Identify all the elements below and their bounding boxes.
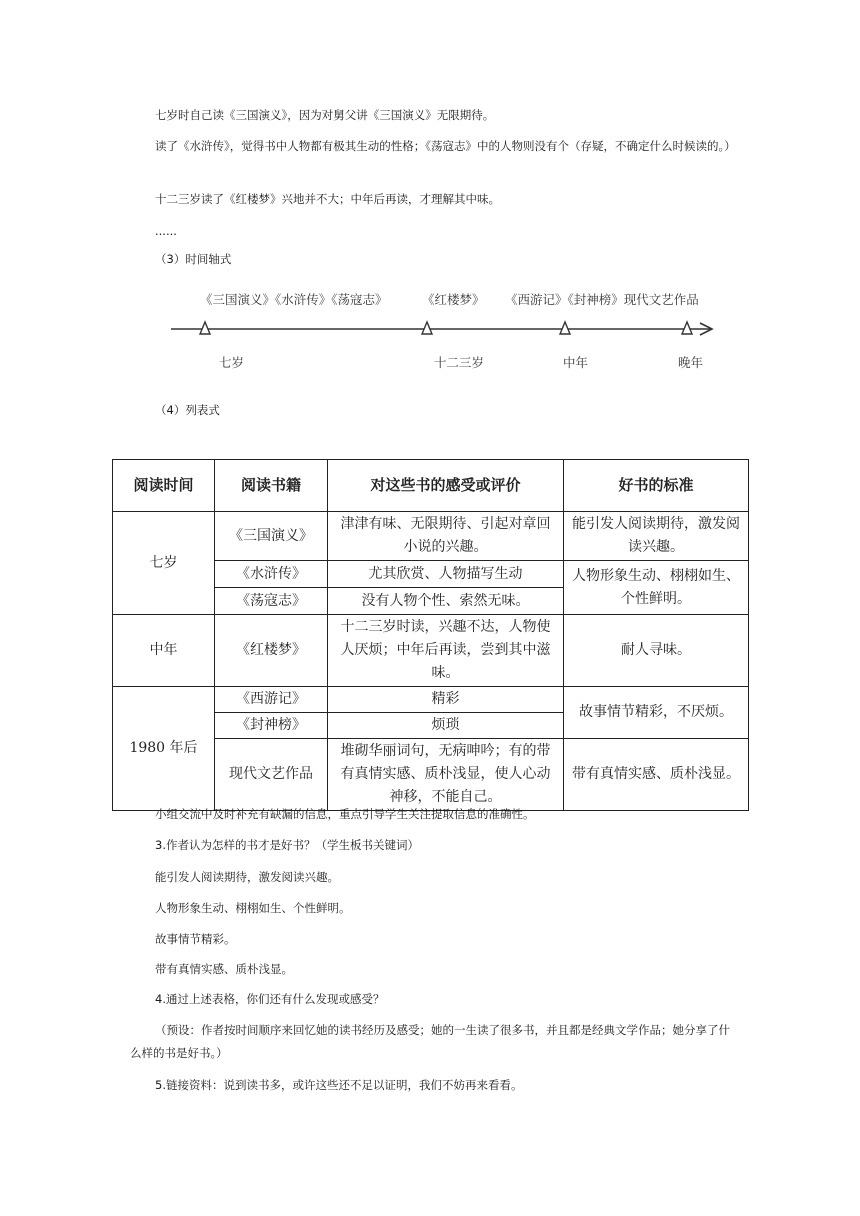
book-cell: 《西游记》 [215,687,328,713]
paragraph-shuihu: 读了《水浒传》，觉得书中人物都有极其生动的性格；《荡寇志》中的人物则没有个（存疑，不确定什么时候读的。） [155,139,736,153]
book-cell: 《三国演义》 [215,512,328,561]
feeling-cell: 堆砌华丽词句，无病呻吟；有的带有真情实感、质朴浅显，使人心动神移，不能自己。 [328,739,564,811]
table-row [113,512,749,561]
answer-keyword: 故事情节精彩。 [155,932,236,946]
standard-cell: 故事情节精彩，不厌烦。 [564,687,749,739]
answer-keyword: 人物形象生动、栩栩如生、个性鲜明。 [155,901,351,915]
standard-cell: 带有真情实感、质朴浅显。 [564,739,749,811]
paragraph-preset-answer: （预设：作者按时间顺序来回忆她的读书经历及感受；她的一生读了很多书，并且都是经典文学作品；她分享了什么样的书是好书。） [130,1023,730,1060]
feeling-cell: 津津有味、无限期待、引起对章回小说的兴趣。 [328,512,564,561]
paragraph-reading-at-seven: 七岁时自己读《三国演义》，因为对舅父讲《三国演义》无限期待。 [155,108,495,122]
timeline-bottom-label: 七岁 [219,355,245,370]
header-reading-time: 阅读时间 [113,460,215,512]
section-3-title: （3）时间轴式 [155,252,232,266]
time-cell: 七岁 [113,512,215,615]
timeline-top-label: 《红楼梦》 [422,292,485,307]
table-row [113,687,749,713]
feeling-cell: 没有人物个性、索然无味。 [328,588,564,615]
table-row [113,615,749,687]
standard-cell: 人物形象生动、栩栩如生、个性鲜明。 [564,561,749,615]
timeline-bottom-label: 十二三岁 [434,355,485,370]
timeline-marker [422,322,432,334]
timeline-top-label: 《三国演义》《水浒传》《荡寇志》 [200,292,388,307]
feeling-cell: 精彩 [328,687,564,713]
header-good-book-standard: 好书的标准 [564,460,749,512]
answer-keyword: 带有真情实感、质朴浅显。 [155,962,293,976]
reading-table [112,459,749,811]
answer-keyword: 能引发人阅读期待，激发阅读兴趣。 [155,870,339,884]
timeline-bottom-label: 晚年 [678,355,704,370]
timeline-marker [200,322,210,334]
feeling-cell: 烦琐 [328,713,564,739]
question-4: 4.通过上述表格，你们还有什么发现或感受？ [155,992,385,1006]
time-cell: 中年 [113,615,215,687]
question-3: 3.作者认为怎样的书才是好书？（学生板书关键词） [155,838,419,852]
timeline-marker [560,322,570,334]
timeline-bottom-label: 中年 [563,355,589,370]
feeling-cell: 尤其欣赏、人物描写生动 [328,561,564,588]
timeline-marker [682,322,692,334]
paragraph-group-exchange: 小组交流中及时补充有缺漏的信息，重点引导学生关注提取信息的准确性。 [155,807,535,821]
timeline-top-label: 《西游记》《封神榜》现代文艺作品 [505,292,699,307]
book-cell: 现代文艺作品 [215,739,328,811]
book-cell: 《荡寇志》 [215,588,328,615]
book-cell: 《红楼梦》 [215,615,328,687]
header-feelings: 对这些书的感受或评价 [328,460,564,512]
standard-cell: 能引发人阅读期待，激发阅读兴趣。 [564,512,749,561]
book-cell: 《水浒传》 [215,561,328,588]
time-cell: 1980 年后 [113,687,215,811]
paragraph-ellipsis: ...... [155,224,177,238]
table-header-row [113,460,749,512]
feeling-cell: 十二三岁时读，兴趣不达，人物使人厌烦；中年后再读，尝到其中滋味。 [328,615,564,687]
standard-cell: 耐人寻味。 [564,615,749,687]
paragraph-hongloumeng: 十二三岁读了《红楼梦》兴地并不大；中年后再读，才理解其中味。 [155,192,500,206]
reading-timeline [165,285,725,385]
header-books: 阅读书籍 [215,460,328,512]
section-4-title: （4）列表式 [155,403,220,417]
book-cell: 《封神榜》 [215,713,328,739]
paragraph-link-material: 5.链接资料：说到读书多，或许这些还不足以证明，我们不妨再来看看。 [155,1078,523,1092]
